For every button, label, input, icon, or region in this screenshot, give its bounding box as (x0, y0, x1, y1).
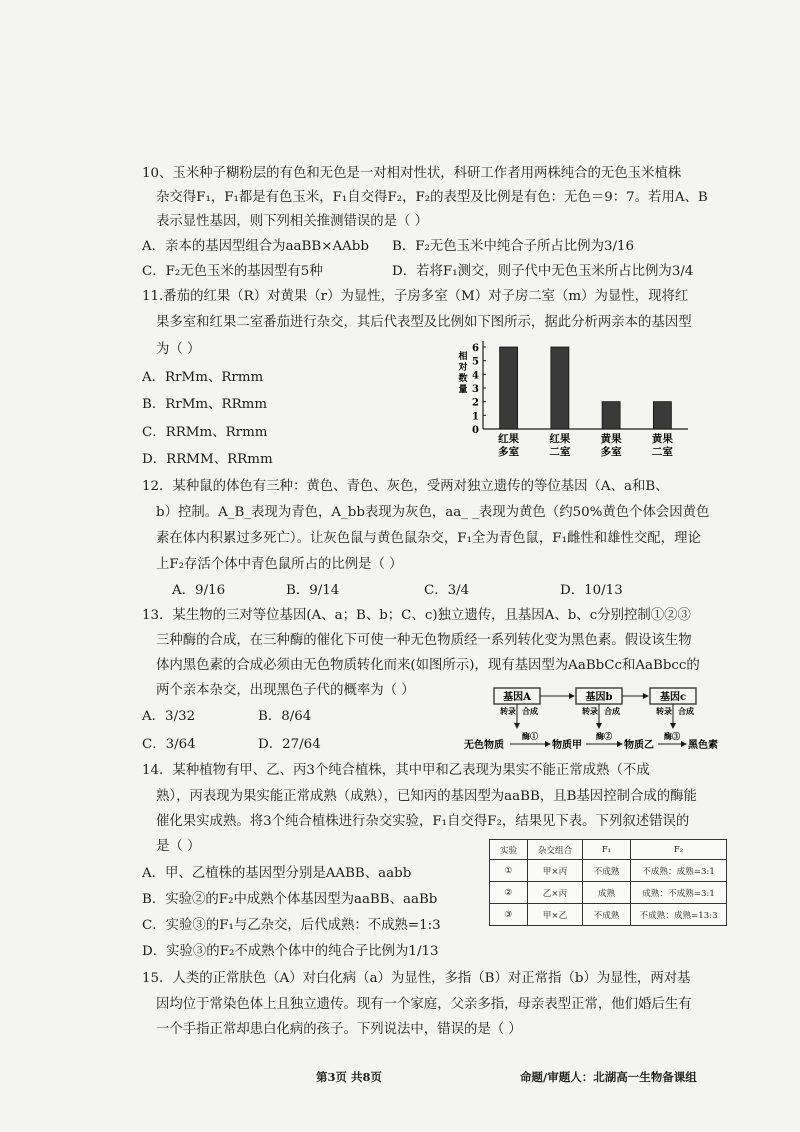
table-cell: 成熟 (583, 882, 631, 904)
q11-option-d: D．RRMM、RRmm (142, 452, 273, 467)
bar (653, 402, 671, 429)
x-tick-label: 多室 (600, 446, 622, 458)
q12-stem-line-1: 12．某种鼠的体色有三种：黄色、青色、灰色，受两对独立遗传的等位基因（A、a和B、 (142, 479, 669, 494)
q14-option-a: A．甲、乙植株的基因型分别是AABB、aabb (142, 866, 412, 881)
q11-option-c: C．RRMm、Rrmm (142, 425, 268, 440)
table-header-cell: 实验 (490, 840, 528, 860)
table-cell: ② (490, 882, 528, 904)
x-tick-label: 二室 (651, 446, 673, 458)
q13-stem-line-2: 三种酶的合成，在三种酶的催化下可使一种无色物质经一系列转化变为黑色素。假设该生物 (156, 633, 692, 648)
page-number: 第3页 共8页 (316, 1070, 383, 1084)
x-tick-label: 黄果 (600, 433, 622, 445)
y-tick-label: 0 (472, 425, 479, 436)
y-tick-label: 3 (472, 384, 479, 395)
q10-option-a: A．亲本的基因型组合为aaBB×AAbb (142, 239, 369, 254)
table-row (490, 882, 727, 904)
x-tick-label: 多室 (498, 446, 520, 458)
x-tick-label: 红果 (549, 433, 571, 445)
q10-option-d: D．若将F₁测交，则子代中无色玉米所占比例为3/4 (392, 264, 694, 279)
q11-stem-line-2: 果多室和红果二室番茄进行杂交，其后代表型及比例如下图所示，据此分析两亲本的基因型 (156, 315, 692, 330)
gene-a-step-1: 转录 (500, 706, 516, 716)
q14-option-c: C．实验③的F₁与乙杂交，后代成熟：不成熟=1:3 (142, 918, 441, 933)
q12-option-c: C．3/4 (424, 583, 470, 598)
y-tick-label: 1 (472, 411, 479, 423)
author-credit: 命题/审题人：北湖高一生物备课组 (520, 1070, 697, 1084)
q13-stem-line-1: 13．某生物的三对等位基因(A、a；B、b；C、c)独立遗传，且基因A、b、c分别控制①②③ (142, 608, 691, 623)
q11-stem-line-1: 11.番茄的红果（R）对黄果（r）为显性，子房多室（M）对子房二室（m）为显性，现将红 (142, 289, 689, 304)
q10-option-c: C．F₂无色玉米的基因型有5种 (142, 264, 323, 279)
q15-stem-line-2: 因均位于常染色体上且独立遗传。现有一个家庭，父亲多指，母亲表型正常，他们婚后生有 (156, 997, 692, 1012)
y-tick-label: 6 (472, 343, 479, 354)
table-cell: 不成熟 (583, 904, 631, 926)
table-header-cell: F₁ (583, 840, 631, 860)
table-header-row (490, 840, 727, 860)
y-tick-label: 4 (472, 370, 479, 382)
q10-stem-line-2: 杂交得F₁，F₁都是有色玉米，F₁自交得F₂，F₂的表型及比例是有色：无色＝9：7。若用A、B (156, 190, 708, 205)
table-row (490, 904, 727, 926)
table-row (490, 860, 727, 882)
q10-stem-line-1: 10、玉米种子糊粉层的有色和无色是一对相对性状，科研工作者用两株纯合的无色玉米植株 (142, 166, 682, 181)
q12-stem-line-4: 上F₂存活个体中青色鼠所占的比例是（ ） (156, 557, 403, 572)
gene-b-step-2: 合成 (604, 706, 620, 716)
bar (551, 347, 569, 429)
q12-stem-line-2: b）控制。A_B_表现为青色，A_bb表现为灰色，aa_ _表现为黄色（约50%黄色个体会因黄色 (156, 505, 710, 520)
enzyme-2-label: 酶② (596, 731, 612, 741)
q12-option-b: B．9/14 (286, 583, 340, 598)
q13-option-b: B．8/64 (258, 709, 312, 724)
product-melanin: 黑色素 (688, 740, 718, 751)
gene-c-step-1: 转录 (656, 706, 672, 716)
table-cell: 不成熟：成熟=13:3 (631, 904, 727, 926)
bar (602, 402, 620, 429)
y-axis-label: 数 (458, 374, 468, 384)
q11-stem-line-3: 为（ ） (156, 342, 201, 357)
q14-option-b: B．实验②的F₂中成熟个体基因型为aaBB、aaBb (142, 892, 438, 907)
x-tick-label: 黄果 (651, 433, 673, 445)
q11-bar-chart (455, 337, 695, 462)
enzyme-1-label: 酶① (522, 731, 538, 741)
table-cell: 成熟：不成熟=3:1 (631, 882, 727, 904)
table-header-cell: 杂交组合 (528, 840, 583, 860)
y-axis-label: 对 (458, 363, 468, 373)
q13-pathway-diagram (464, 686, 754, 756)
table-cell: ③ (490, 904, 528, 926)
y-tick-label: 5 (472, 356, 479, 368)
table-cell: 不成熟：成熟=3:1 (631, 860, 727, 882)
table-header-cell: F₂ (631, 840, 727, 860)
gene-b-label: 基因b (585, 692, 613, 703)
gene-c-label: 基因c (659, 692, 687, 703)
table-cell: ① (490, 860, 528, 882)
gene-a-step-2: 合成 (522, 706, 538, 716)
q13-option-d: D．27/64 (258, 737, 321, 752)
q13-option-c: C．3/64 (142, 737, 196, 752)
q13-stem-line-4: 两个亲本杂交，出现黑色子代的概率为（ ） (156, 683, 415, 698)
q14-option-d: D．实验③的F₂不成熟个体中的纯合子比例为1/13 (142, 944, 439, 959)
q15-stem-line-3: 一个手指正常却患白化病的孩子。下列说法中，错误的是（ ） (156, 1022, 522, 1037)
q14-stem-line-1: 14．某种植物有甲、乙、丙3个纯合植株，其中甲和乙表现为果实不能正常成熟（不成 (142, 763, 650, 778)
x-tick-label: 二室 (549, 446, 571, 458)
table-cell: 甲×丙 (528, 860, 583, 882)
q13-stem-line-3: 体内黑色素的合成必须由无色物质转化而来(如图所示)，现有基因型为AaBbCc和AaBbcc的 (156, 658, 700, 673)
q11-option-a: A．RrMm、Rrmm (142, 370, 264, 385)
q12-option-d: D．10/13 (560, 583, 623, 598)
substance-yi: 物质乙 (624, 740, 654, 751)
q10-option-b: B．F₂无色玉米中纯合子所占比例为3/16 (392, 239, 635, 254)
table-cell: 甲×乙 (528, 904, 583, 926)
q12-stem-line-3: 素在体内积累过多死亡）。让灰色鼠与黄色鼠杂交，F₁全为青色鼠，F₁雌性和雄性交配，理论 (156, 531, 701, 546)
substrate-colorless: 无色物质 (464, 740, 504, 751)
q14-experiment-table (489, 839, 727, 926)
q10-stem-line-3: 表示显性基因，则下列相关推测错误的是（ ） (156, 214, 429, 229)
gene-a-label: 基因A (503, 692, 531, 703)
q11-option-b: B．RrMm、RRmm (142, 397, 268, 412)
table-cell: 乙×丙 (528, 882, 583, 904)
x-tick-label: 红果 (498, 433, 520, 445)
q14-stem-line-2: 熟），丙表现为果实能正常成熟（成熟），已知丙的基因型为aaBB，且B基因控制合成的酶能 (156, 789, 697, 804)
enzyme-3-label: 酶③ (664, 731, 680, 741)
gene-c-step-2: 合成 (678, 706, 694, 716)
table-cell: 不成熟 (583, 860, 631, 882)
y-axis-label: 量 (458, 385, 468, 395)
substance-jia: 物质甲 (552, 740, 582, 751)
bar (500, 347, 518, 429)
gene-b-step-1: 转录 (582, 706, 598, 716)
q14-stem-line-3: 催化果实成熟。将3个纯合植株进行杂交实验，F₁自交得F₂，结果见下表。下列叙述错误的 (156, 814, 690, 829)
y-tick-label: 2 (472, 397, 479, 409)
y-axis-label: 相 (458, 352, 468, 362)
q13-option-a: A．3/32 (142, 709, 196, 724)
q14-stem-line-4: 是（ ） (156, 839, 201, 854)
q12-option-a: A．9/16 (172, 583, 226, 598)
q15-stem-line-1: 15．人类的正常肤色（A）对白化病（a）为显性，多指（B）对正常指（b）为显性，两对基 (142, 971, 691, 986)
